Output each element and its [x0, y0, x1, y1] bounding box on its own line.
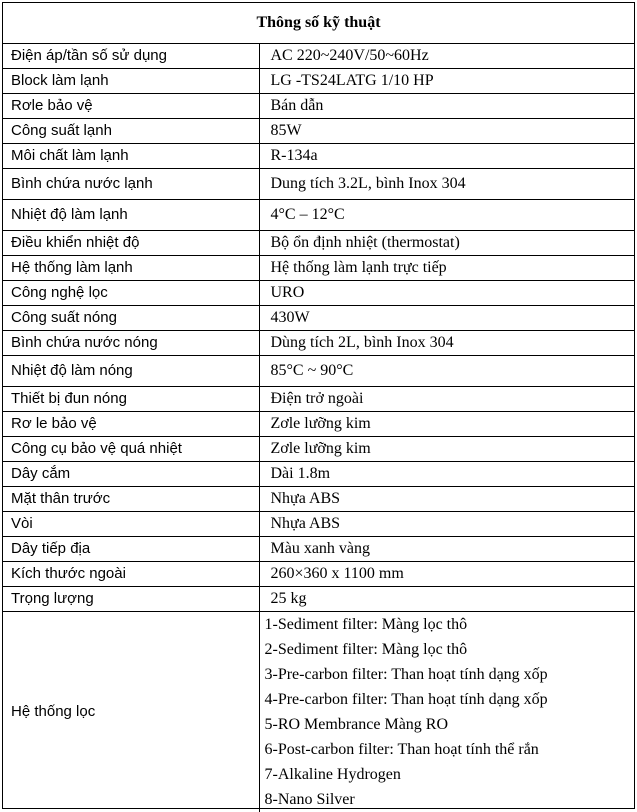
table-row	[3, 487, 634, 512]
table-row	[3, 387, 634, 412]
table-row	[3, 169, 634, 200]
table-row	[3, 94, 634, 119]
spec-label: Hệ thống làm lạnh	[3, 256, 259, 281]
spec-grid	[3, 44, 634, 812]
spec-label: Block làm lạnh	[3, 69, 259, 94]
table-row	[3, 200, 634, 231]
spec-table	[2, 2, 635, 809]
spec-value: Điện trở ngoài	[259, 387, 634, 412]
table-row	[3, 69, 634, 94]
table-row	[3, 331, 634, 356]
filter-list	[259, 612, 634, 812]
spec-value: Zơle lưỡng kim	[259, 437, 634, 462]
spec-value: 85°C ~ 90°C	[259, 356, 634, 387]
filter-item: 3-Pre-carbon filter: Than hoạt tính dạng xốp	[265, 662, 635, 687]
table-row	[3, 356, 634, 387]
spec-value: 4°C – 12°C	[259, 200, 634, 231]
spec-label: Bình chứa nước lạnh	[3, 169, 259, 200]
spec-label: Công cụ bảo vệ quá nhiệt	[3, 437, 259, 462]
spec-label: Công suất lạnh	[3, 119, 259, 144]
spec-label: Rơle bảo vệ	[3, 94, 259, 119]
table-row	[3, 412, 634, 437]
spec-label: Nhiệt độ làm nóng	[3, 356, 259, 387]
spec-value: Dung tích 3.2L, bình Inox 304	[259, 169, 634, 200]
table-row	[3, 512, 634, 537]
table-row	[3, 256, 634, 281]
spec-value: Dài 1.8m	[259, 462, 634, 487]
spec-label: Môi chất làm lạnh	[3, 144, 259, 169]
spec-label: Dây cắm	[3, 462, 259, 487]
table-row	[3, 462, 634, 487]
spec-value: Bộ ổn định nhiệt (thermostat)	[259, 231, 634, 256]
table-title: Thông số kỹ thuật	[3, 3, 634, 44]
spec-label: Bình chứa nước nóng	[3, 331, 259, 356]
filter-system-row	[3, 612, 634, 812]
table-row	[3, 281, 634, 306]
filter-item: 6-Post-carbon filter: Than hoạt tính thể rắn	[265, 737, 635, 762]
filter-item: 2-Sediment filter: Màng lọc thô	[265, 637, 635, 662]
spec-value: Dùng tích 2L, bình Inox 304	[259, 331, 634, 356]
spec-value: 25 kg	[259, 587, 634, 612]
table-row	[3, 537, 634, 562]
table-row	[3, 562, 634, 587]
spec-label: Thiết bị đun nóng	[3, 387, 259, 412]
table-row	[3, 437, 634, 462]
spec-label: Công suất nóng	[3, 306, 259, 331]
spec-label: Kích thước ngoài	[3, 562, 259, 587]
spec-label: Nhiệt độ làm lạnh	[3, 200, 259, 231]
table-row	[3, 587, 634, 612]
spec-value: Nhựa ABS	[259, 487, 634, 512]
spec-label: Điện áp/tần số sử dụng	[3, 44, 259, 69]
spec-label: Rơ le bảo vệ	[3, 412, 259, 437]
spec-value: AC 220~240V/50~60Hz	[259, 44, 634, 69]
table-row	[3, 231, 634, 256]
spec-label: Trọng lượng	[3, 587, 259, 612]
table-row	[3, 144, 634, 169]
spec-value: URO	[259, 281, 634, 306]
spec-value: 85W	[259, 119, 634, 144]
filter-item: 8-Nano Silver	[265, 787, 635, 812]
spec-label: Điều khiển nhiệt độ	[3, 231, 259, 256]
filter-item: 5-RO Membrance Màng RO	[265, 712, 635, 737]
spec-label: Dây tiếp địa	[3, 537, 259, 562]
spec-value: Nhựa ABS	[259, 512, 634, 537]
spec-value: 430W	[259, 306, 634, 331]
table-row	[3, 119, 634, 144]
spec-value: Hệ thống làm lạnh trực tiếp	[259, 256, 634, 281]
spec-value: 260×360 x 1100 mm	[259, 562, 634, 587]
spec-label: Công nghệ lọc	[3, 281, 259, 306]
spec-label: Mặt thân trước	[3, 487, 259, 512]
spec-label: Vòi	[3, 512, 259, 537]
filter-system-label: Hệ thống lọc	[3, 612, 259, 812]
table-row	[3, 306, 634, 331]
filter-item: 4-Pre-carbon filter: Than hoạt tính dạng xốp	[265, 687, 635, 712]
spec-value: R-134a	[259, 144, 634, 169]
filter-item: 7-Alkaline Hydrogen	[265, 762, 635, 787]
spec-value: Màu xanh vàng	[259, 537, 634, 562]
spec-value: Zơle lưỡng kim	[259, 412, 634, 437]
spec-value: LG -TS24LATG 1/10 HP	[259, 69, 634, 94]
spec-value: Bán dẫn	[259, 94, 634, 119]
table-row	[3, 44, 634, 69]
filter-item: 1-Sediment filter: Màng lọc thô	[265, 612, 635, 637]
